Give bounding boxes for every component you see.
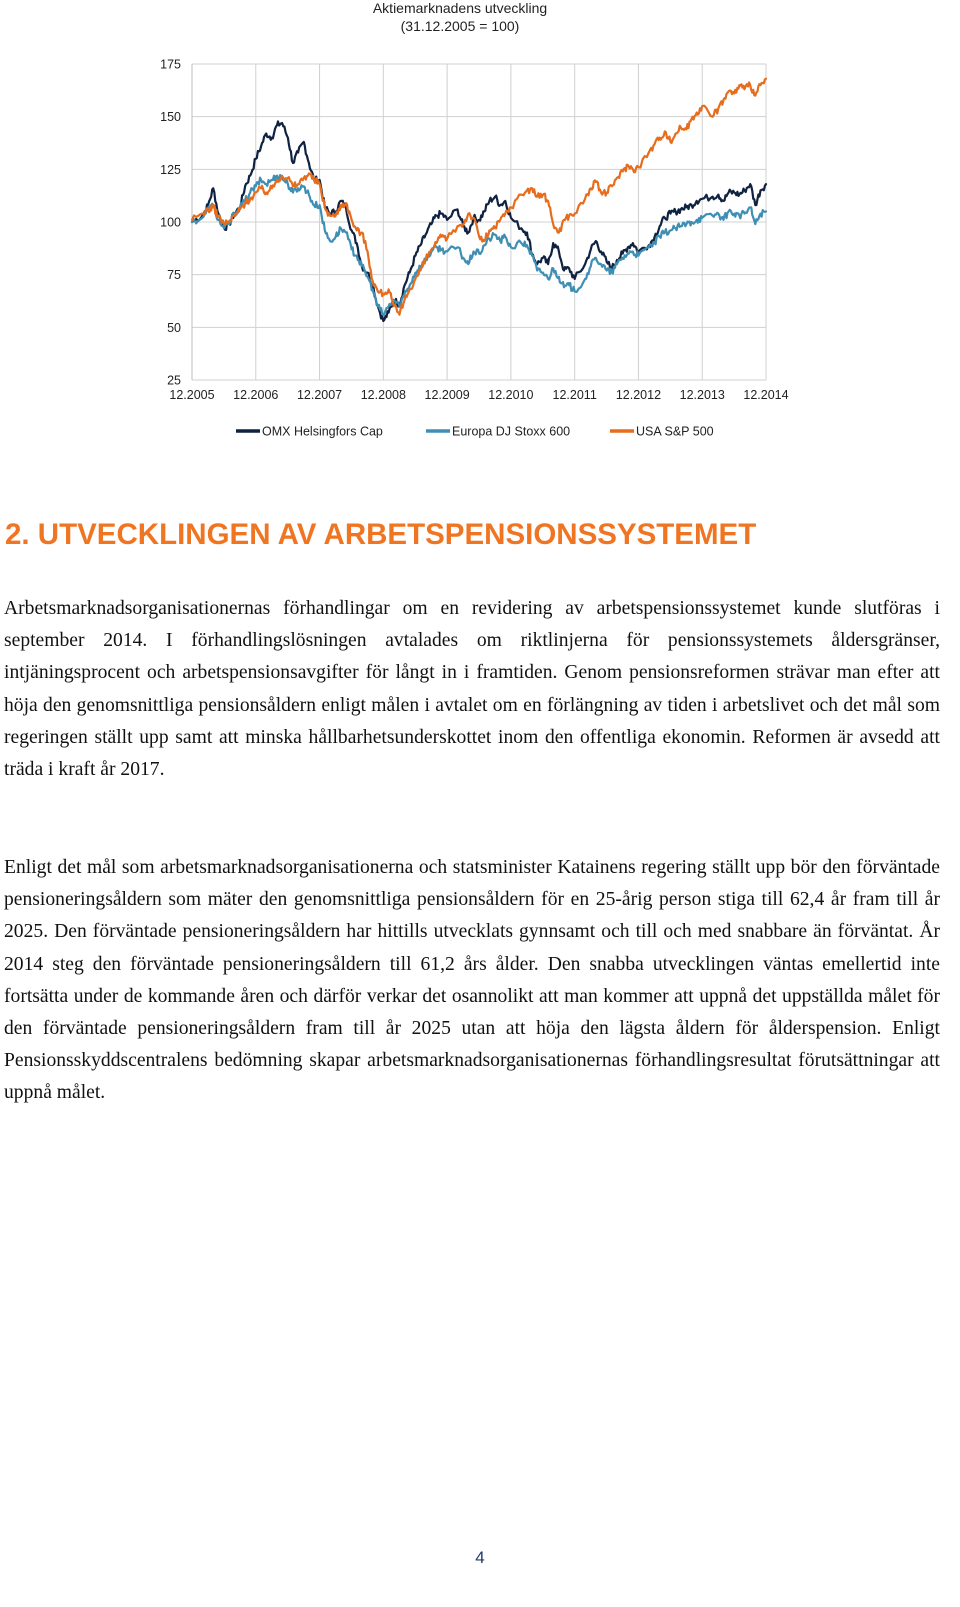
- series-line-3: [192, 79, 766, 315]
- chart-subtitle: (31.12.2005 = 100): [400, 18, 520, 34]
- y-tick-label: 125: [160, 162, 181, 177]
- y-tick-label: 75: [167, 268, 181, 283]
- x-tick-label: 12.2014: [743, 388, 789, 402]
- chart-title: Aktiemarknadens utveckling: [372, 0, 548, 16]
- x-tick-label: 12.2006: [233, 388, 279, 402]
- y-tick-label: 100: [160, 215, 181, 230]
- y-tick-label: 175: [160, 57, 181, 72]
- x-tick-label: 12.2011: [552, 388, 597, 402]
- x-tick-label: 12.2008: [360, 388, 406, 402]
- chart-series-lines: [192, 79, 766, 321]
- legend-label: OMX Helsingfors Cap: [262, 424, 383, 439]
- x-axis-tick-labels: [169, 388, 788, 402]
- chart-gridlines: [192, 64, 766, 380]
- page-number: 4: [475, 1548, 485, 1567]
- series-line-1: [192, 121, 766, 321]
- body-paragraph-2: Enligt det mål som arbetsmarknadsorganisationerna och statsminister Katainens regering ställt upp bör den förväntade pensioneringsåldern som mäter den genomsnittliga pensionsåldern för en 25-årig person stiga till 62,4 år fram till år 2025. Den förväntade pensioneringsåldern har hittills utvecklats gynnsamt och till och med snabbare än förväntat. År 2014 steg den förväntade pensioneringsåldern till 61,2 års ålder. Den snabba utvecklingen väntas emellertid inte fortsätta under de kommande åren och därför verkar det osannolikt att man kommer att uppnå det uppställda målet för den förväntade pensioneringsåldern fram till år 2025 utan att höja den lägsta åldern för ålderspension. Enligt Pensionsskyddscentralens bedömning skapar arbetsmarknadsorganisationernas förhandlingsresultat förutsättningar att uppnå målet.: [4, 857, 940, 1104]
- x-tick-label: 12.2007: [296, 388, 343, 402]
- y-tick-label: 25: [167, 373, 181, 388]
- y-tick-label: 150: [160, 110, 181, 125]
- x-tick-label: 12.2013: [679, 388, 725, 402]
- x-tick-label: 12.2012: [615, 388, 662, 402]
- y-axis-tick-labels: [160, 58, 181, 388]
- series-line-2: [192, 175, 766, 315]
- section-heading: 2. UTVECKLINGEN AV ARBETSPENSIONSSYSTEMET: [5, 518, 757, 551]
- legend-label: Europa DJ Stoxx 600: [452, 424, 571, 439]
- chart-legend: [236, 425, 714, 439]
- x-tick-label: 12.2009: [424, 388, 470, 402]
- x-tick-label: 12.2010: [488, 388, 534, 402]
- stock-market-chart: [0, 0, 960, 460]
- legend-label: USA S&P 500: [636, 424, 714, 439]
- y-tick-label: 50: [167, 320, 181, 335]
- x-tick-label: 12.2005: [169, 388, 215, 402]
- body-paragraph-1: Arbetsmarknadsorganisationernas förhandlingar om en revidering av arbetspensionssystemet kunde slutföras i september 2014. I förhandlingslösningen avtalades om riktlinjerna för pensionssystemets åldersgränser, intjäningsprocent och arbetspensionsavgifter för långt in i framtiden. Genom pensionsreformen strävar man efter att höja den genomsnittliga pensionsåldern enligt målen i avtalet om en förlängning av tiden i arbetslivet och det mål som regeringen ställt upp samt att minska hållbarhetsunderskottet inom den offentliga ekonomin. Reformen är avsedd att träda i kraft år 2017.: [4, 598, 940, 781]
